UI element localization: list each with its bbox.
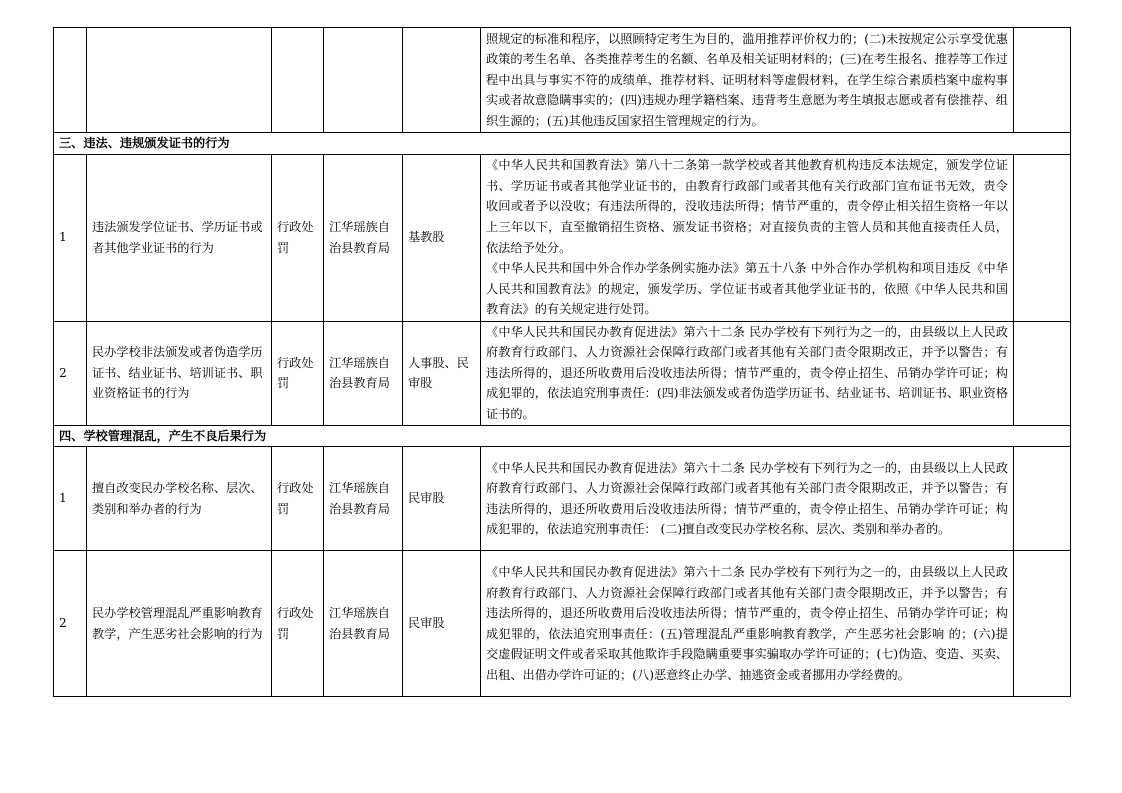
table-row	[54, 551, 1071, 697]
basis-cell	[481, 154, 1014, 321]
department: 基教股	[403, 154, 481, 321]
penalty-table	[53, 27, 1071, 697]
penalty-type: 行政处罚	[272, 154, 324, 321]
penalty-type: 行政处罚	[272, 447, 324, 551]
basis-text: 照规定的标准和程序，以照顾特定考生为目的，滥用推荐评价权力的；(二)未按规定公示享受优惠政策的考生名单、各类推荐考生的名额、名单及相关证明材料的；(三)在考生报名、推荐等工作过程中出具与事实不符的成绩单、推荐材料、证明材料等虚假材料，在学生综合素质档案中虚构事实或者故意隐瞒事实的；(四)违规办理学籍档案、违背考生意愿为考生填报志愿或者有偿推荐、组织生源的；(五)其他违反国家招生管理规定的行为。	[486, 31, 1008, 128]
row-number: 1	[54, 154, 87, 321]
section-title: 三、违法、违规颁发证书的行为	[54, 133, 1071, 155]
item-name: 民办学校非法颁发或者伪造学历证书、结业证书、培训证书、职业资格证书的行为	[87, 321, 272, 425]
department: 人事股、民审股	[403, 321, 481, 425]
table-row	[54, 154, 1071, 321]
basis-cell	[481, 447, 1014, 551]
row-number: 1	[54, 447, 87, 551]
table-row	[54, 28, 1071, 133]
basis-text: 《中华人民共和国民办教育促进法》第六十二条 民办学校有下列行为之一的，由县级以上人民政府教育行政部门、人力资源社会保障行政部门或者其他有关部门责令限期改正，并予以警告；有违法所得的，退还所收费用后没收违法所得；情节严重的，责令停止招生、吊销办学许可证；构成犯罪的，依法追究刑事责任：(四)非法颁发或者伪造学历证书、结业证书、培训证书、职业资格证书的。	[486, 324, 1008, 421]
basis-text: 《中华人民共和国中外合作办学条例实施办法》第五十八条 中外合作办学机构和项目违反《中华人民共和国教育法》的规定，颁发学历、学位证书或者其他学业证书的，依照《中华人民共和国教育法》的有关规定进行处罚。	[486, 261, 1008, 317]
row-number: 2	[54, 321, 87, 425]
section-header	[54, 425, 1071, 447]
remark-cell	[1014, 321, 1071, 425]
basis-text: 《中华人民共和国民办教育促进法》第六十二条 民办学校有下列行为之一的，由县级以上人民政府教育行政部门、人力资源社会保障行政部门或者其他有关部门责令限期改正，并予以警告；有违法所得的，退还所收费用后没收违法所得；情节严重的，责令停止招生、吊销办学许可证；构成犯罪的，依法追究刑事责任：(五)管理混乱严重影响教育教学，产生恶劣社会影响 的；(六)提交虚假证明文件或者采取其他欺诈手段隐瞒重要事实骗取办学许可证的；(七)伪造、变造、买卖、出租、出借办学许可证的；(八)恶意终止办学、抽逃资金或者挪用办学经费的。	[486, 564, 1008, 682]
basis-text: 《中华人民共和国教育法》第八十二条第一款学校或者其他教育机构违反本法规定，颁发学位证书、学历证书或者其他学业证书的，由教育行政部门或者其他有关行政部门宣布证书无效，责令收回或者予以没收；有违法所得的，没收违法所得；情节严重的，责令停止相关招生资格一年以上三年以下，直至撤销招生资格、颁发证书资格；对直接负责的主管人员和其他直接责任人员，依法给予处分。	[486, 158, 1008, 255]
remark-cell	[1014, 447, 1071, 551]
authority-cell	[324, 28, 403, 133]
remark-cell	[1014, 28, 1071, 133]
type-cell	[272, 28, 324, 133]
item-name: 擅自改变民办学校名称、层次、类别和举办者的行为	[87, 447, 272, 551]
remark-cell	[1014, 551, 1071, 697]
basis-cell	[481, 321, 1014, 425]
basis-text: 《中华人民共和国民办教育促进法》第六十二条 民办学校有下列行为之一的，由县级以上人民政府教育行政部门、人力资源社会保障行政部门或者其他有关部门责令限期改正，并予以警告；有违法所得的，退还所收费用后没收违法所得；情节严重的，责令停止招生、吊销办学许可证；构成犯罪的，依法追究刑事责任： (二)擅自改变民办学校名称、层次、类别和举办者的。	[486, 460, 1008, 537]
authority: 江华瑶族自治县教育局	[324, 154, 403, 321]
authority: 江华瑶族自治县教育局	[324, 321, 403, 425]
dept-cell	[403, 28, 481, 133]
department: 民审股	[403, 447, 481, 551]
num-cell	[54, 28, 87, 133]
item-name: 民办学校管理混乱严重影响教育教学，产生恶劣社会影响的行为	[87, 551, 272, 697]
remark-cell	[1014, 154, 1071, 321]
row-number: 2	[54, 551, 87, 697]
item-name: 违法颁发学位证书、学历证书或者其他学业证书的行为	[87, 154, 272, 321]
department: 民审股	[403, 551, 481, 697]
basis-cell	[481, 551, 1014, 697]
table-row	[54, 321, 1071, 425]
authority: 江华瑶族自治县教育局	[324, 447, 403, 551]
authority: 江华瑶族自治县教育局	[324, 551, 403, 697]
basis-cell	[481, 28, 1014, 133]
penalty-type: 行政处罚	[272, 321, 324, 425]
table-row	[54, 447, 1071, 551]
penalty-type: 行政处罚	[272, 551, 324, 697]
section-header	[54, 133, 1071, 155]
item-cell	[87, 28, 272, 133]
section-title: 四、学校管理混乱，产生不良后果行为	[54, 425, 1071, 447]
